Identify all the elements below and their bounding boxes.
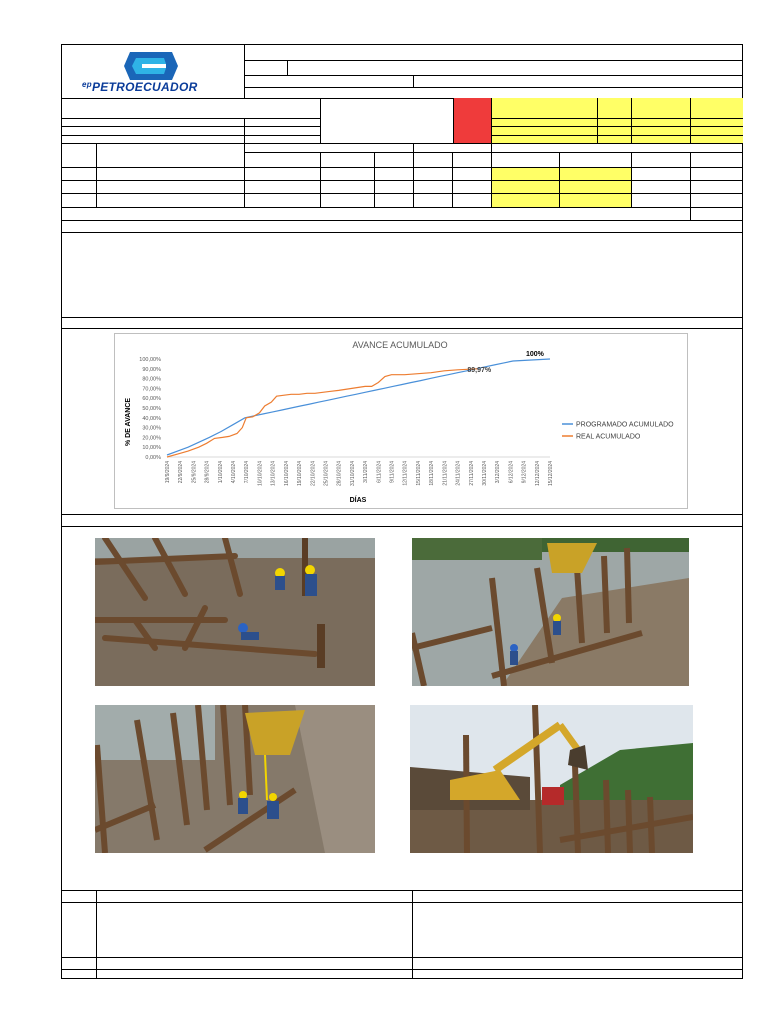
x-tick-label: 6/11/2024 [376, 461, 383, 483]
legend-label: PROGRAMADO ACUMULADO [576, 421, 674, 429]
grid-line [61, 957, 743, 958]
grid-line [690, 98, 691, 143]
x-tick-label: 28/9/2024 [204, 461, 211, 484]
grid-line [559, 167, 560, 207]
grid-line [61, 126, 320, 127]
grid-line [61, 118, 320, 119]
x-tick-label: 3/11/2024 [363, 461, 370, 483]
grid-line [61, 514, 743, 515]
grid-line [690, 152, 691, 207]
grid-line [374, 152, 375, 207]
x-tick-label: 6/12/2024 [508, 461, 515, 484]
grid-line [61, 890, 743, 891]
grid-line [413, 75, 414, 87]
x-tick-label: 9/11/2024 [389, 461, 396, 483]
grid-line [61, 232, 743, 233]
grid-line [244, 75, 743, 76]
grid-line [491, 193, 631, 194]
grid-line [244, 143, 245, 207]
grid-line [61, 220, 743, 221]
grid-line [61, 317, 743, 318]
y-tick-label: 0,00% [145, 455, 161, 461]
grid-line [61, 969, 743, 970]
status-cells-yellow [492, 98, 743, 143]
x-tick-label: 16/10/2024 [283, 461, 290, 487]
grid-line [413, 143, 414, 207]
series-line-real [167, 369, 477, 457]
grid-line [491, 126, 743, 127]
x-tick-label: 15/12/2024 [548, 461, 554, 487]
grid-line [244, 118, 245, 143]
grid-line [96, 890, 97, 979]
grid-line [412, 890, 413, 979]
x-tick-label: 1/10/2024 [217, 461, 224, 484]
grid-line [631, 152, 632, 207]
logo-prefix: ep [82, 80, 92, 89]
x-tick-label: 27/11/2024 [468, 461, 475, 486]
activity-cells-yellow [492, 168, 631, 207]
y-tick-label: 100,00% [139, 357, 161, 363]
grid-line [244, 152, 743, 153]
cumulative-progress-chart [114, 333, 688, 509]
x-tick-label: 22/10/2024 [310, 461, 317, 487]
y-tick-label: 80,00% [142, 376, 161, 383]
grid-line [61, 135, 320, 136]
x-tick-label: 7/10/2024 [244, 461, 251, 484]
series-line-programado [167, 359, 550, 455]
site-photo-2 [412, 538, 689, 686]
y-axis-label: % DE AVANCE [125, 397, 132, 447]
grid-line [597, 98, 598, 143]
grid-line [491, 180, 631, 181]
y-tick-label: 50,00% [142, 406, 161, 412]
grid-line [61, 207, 743, 208]
x-tick-label: 25/10/2024 [323, 461, 330, 487]
x-tick-label: 18/11/2024 [429, 461, 436, 486]
x-tick-label: 19/10/2024 [297, 461, 304, 487]
company-logo [80, 48, 220, 98]
x-tick-label: 19/9/2024 [165, 461, 171, 484]
x-tick-label: 30/11/2024 [481, 461, 488, 486]
grid-line [320, 152, 321, 207]
grid-line [452, 152, 453, 207]
x-tick-label: 9/12/2024 [521, 461, 528, 484]
y-tick-label: 30,00% [142, 425, 161, 432]
grid-line [491, 135, 743, 136]
site-photo-4 [410, 705, 693, 853]
grid-line [631, 98, 632, 143]
x-tick-label: 12/11/2024 [402, 461, 409, 486]
x-tick-label: 28/10/2024 [336, 461, 343, 487]
grid-line [453, 98, 454, 143]
x-tick-label: 10/10/2024 [257, 461, 264, 487]
grid-line [96, 143, 97, 207]
grid-line [61, 902, 743, 903]
grid-line [61, 328, 743, 329]
chart-title: AVANCE ACUMULADO [352, 340, 448, 350]
grid-line [61, 167, 743, 168]
grid-line [491, 118, 743, 119]
x-tick-label: 21/11/2024 [442, 461, 449, 486]
grid-line [61, 143, 743, 144]
status-cell-red [453, 98, 491, 143]
chart-svg [115, 334, 689, 510]
y-tick-label: 60,00% [142, 396, 161, 403]
annotation-real-final: 89,97% [467, 366, 492, 374]
site-photo-3 [95, 705, 375, 853]
grid-line [320, 98, 321, 143]
x-tick-label: 15/11/2024 [415, 461, 422, 486]
y-tick-label: 90,00% [142, 366, 161, 373]
x-tick-label: 4/10/2024 [231, 461, 238, 484]
legend-label: REAL ACUMULADO [576, 433, 641, 441]
x-tick-label: 25/9/2024 [191, 461, 198, 484]
site-photo-1 [95, 538, 375, 686]
x-tick-label: 3/12/2024 [495, 461, 502, 484]
grid-line [287, 60, 288, 75]
y-tick-label: 20,00% [142, 435, 161, 442]
x-axis-label: DÍAS [349, 497, 367, 504]
logo-wordmark [82, 80, 198, 94]
grid-line [244, 44, 245, 98]
annotation-programado-final: 100% [526, 351, 544, 358]
grid-line [244, 60, 743, 61]
logo-name: PETROECUADOR [91, 80, 198, 94]
x-tick-label: 13/10/2024 [270, 461, 277, 487]
petroecuador-emblem-icon [120, 50, 180, 82]
x-tick-label: 22/9/2024 [178, 461, 185, 484]
x-tick-label: 24/11/2024 [455, 461, 462, 486]
x-tick-label: 12/12/2024 [534, 461, 541, 487]
y-tick-label: 40,00% [142, 415, 161, 422]
x-tick-label: 31/10/2024 [349, 461, 356, 487]
grid-line [61, 526, 743, 527]
grid-line [61, 180, 743, 181]
grid-line [690, 207, 691, 220]
grid-line [244, 87, 743, 88]
grid-line [61, 193, 743, 194]
y-tick-label: 10,00% [142, 445, 161, 452]
y-tick-label: 70,00% [142, 386, 161, 393]
